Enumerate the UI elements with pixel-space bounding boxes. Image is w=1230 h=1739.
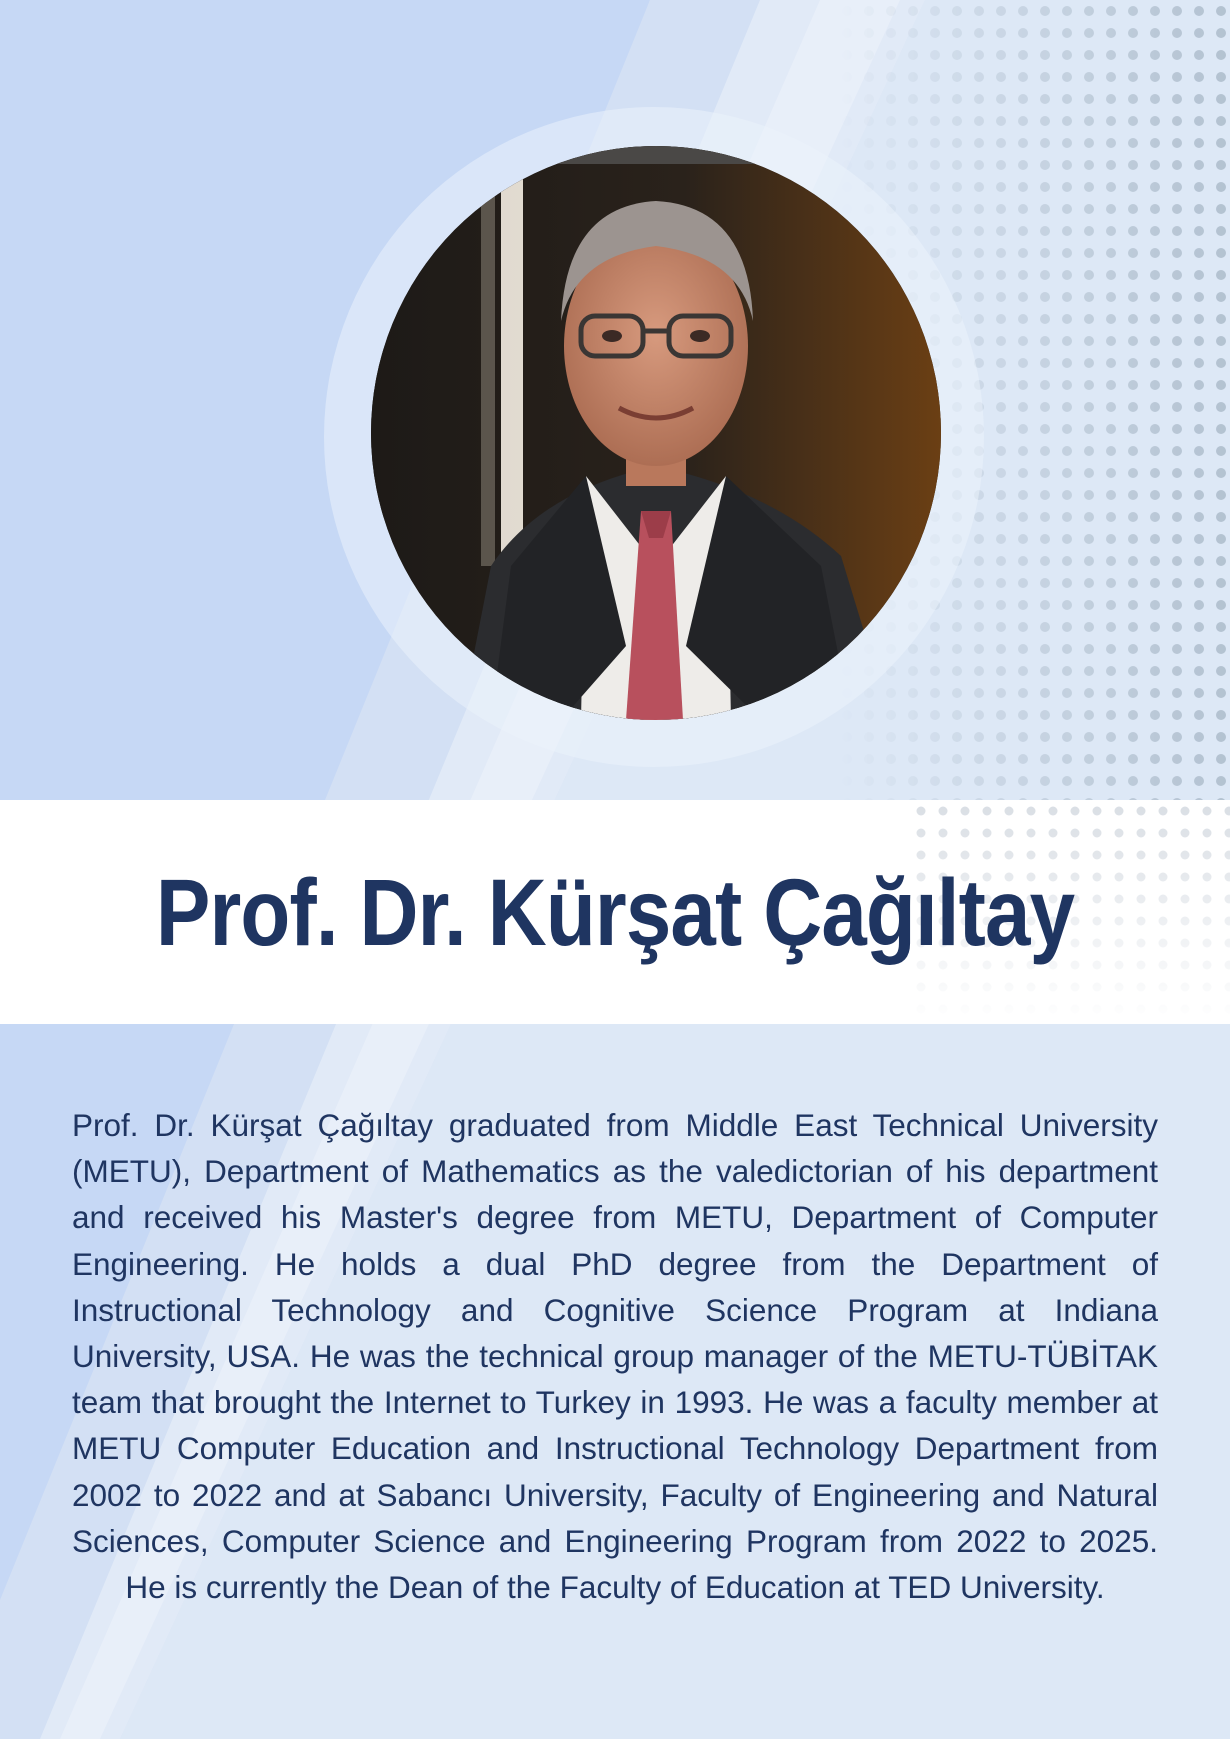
speaker-bio: Prof. Dr. Kürşat Çağıltay graduated from Middle East Technical University (METU), Department of Mathematics as the valedictorian of his department and received his Master's degree from METU, Department of Computer Engineering. He holds a dual PhD degree from the Department of Instructional Technology and Cognitive Science Program at Indiana University, USA. He was the technical group manager of the METU-TÜBİTAK team that brought the Internet to Turkey in 1993. He was a faculty member at METU Computer Education and Instructional Technology Department from 2002 to 2022 and at Sabancı University, Faculty of Engineering and Natural Sciences, Computer Science and Engineering Program from 2022 to 2025. He is currently the Dean of the Faculty of Education at TED University.	[72, 1107, 1158, 1606]
speaker-name: Prof. Dr. Kürşat Çağıltay	[155, 860, 1075, 966]
portrait-photo	[371, 146, 941, 720]
